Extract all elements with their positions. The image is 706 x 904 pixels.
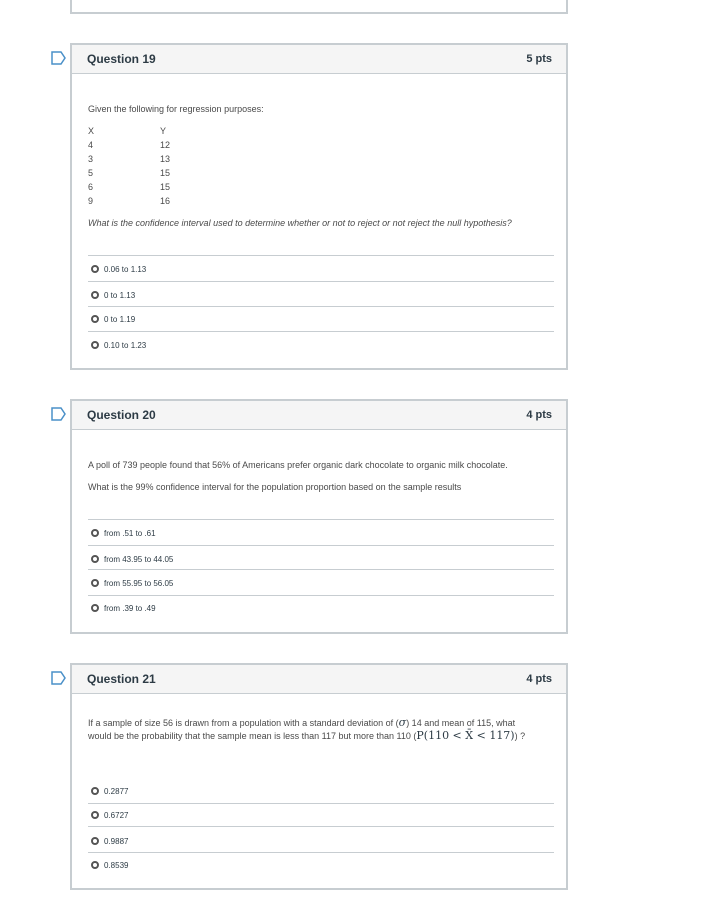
answer-option[interactable]	[88, 257, 554, 281]
text-segment: ) ?	[514, 731, 526, 741]
question-20	[70, 399, 568, 634]
divider	[88, 569, 554, 570]
radio-button[interactable]	[91, 555, 99, 563]
answer-label: 0.6727	[104, 810, 129, 820]
radio-button[interactable]	[91, 315, 99, 323]
answer-option[interactable]	[88, 547, 554, 571]
radio-button[interactable]	[91, 787, 99, 795]
table-cell-y: 12	[160, 140, 171, 150]
table-cell-x: 5	[88, 168, 94, 178]
answer-option[interactable]	[88, 283, 554, 307]
question-title: Question 20	[87, 408, 156, 422]
radio-button[interactable]	[91, 291, 99, 299]
question-points: 5 pts	[526, 53, 552, 65]
question-text-line-1	[88, 716, 515, 729]
sigma-symbol: σ	[398, 716, 407, 729]
answer-label: 0.9887	[104, 836, 129, 846]
answer-option[interactable]	[88, 333, 554, 357]
question-points: 4 pts	[526, 673, 552, 685]
answer-option[interactable]	[88, 596, 554, 620]
radio-button[interactable]	[91, 837, 99, 845]
answer-label: 0.8539	[104, 860, 129, 870]
answer-label: from .39 to .49	[104, 603, 156, 613]
answer-option[interactable]	[88, 521, 554, 545]
question-prompt: What is the confidence interval used to determine whether or not to reject or not reject the null hypothesis?	[88, 218, 512, 228]
table-cell-y: 16	[160, 196, 171, 206]
table-cell-y: 15	[160, 182, 171, 192]
answer-option[interactable]	[88, 853, 554, 877]
flag-question-icon[interactable]	[51, 671, 67, 685]
text-segment: would be the probability that the sample mean is less than 117 but more than 110 (	[88, 731, 417, 741]
table-cell-y: 15	[160, 168, 171, 178]
radio-button[interactable]	[91, 579, 99, 587]
radio-button[interactable]	[91, 529, 99, 537]
question-header	[72, 45, 566, 74]
question-text-line-2	[88, 729, 525, 742]
answer-option[interactable]	[88, 571, 554, 595]
table-cell-x: 4	[88, 140, 94, 150]
table-header-y: Y	[160, 126, 167, 136]
divider	[88, 519, 554, 520]
table-cell-y: 13	[160, 154, 171, 164]
question-header	[72, 665, 566, 694]
table-cell-x: 6	[88, 182, 94, 192]
question-prompt: What is the 99% confidence interval for the population proportion based on the sample results	[88, 482, 462, 492]
answer-label: 0 to 1.13	[104, 290, 136, 300]
answer-label: from 43.95 to 44.05	[104, 554, 174, 564]
table-cell-x: 9	[88, 196, 94, 206]
text-segment: ) 14 and mean of 115, what	[406, 718, 516, 728]
divider	[88, 826, 554, 827]
answer-label: from 55.95 to 56.05	[104, 578, 174, 588]
question-text: A poll of 739 people found that 56% of Americans prefer organic dark chocolate to organic milk chocolate.	[88, 460, 508, 470]
answer-option[interactable]	[88, 829, 554, 853]
table-cell-x: 3	[88, 154, 94, 164]
answer-option[interactable]	[88, 803, 554, 827]
answer-label: from .51 to .61	[104, 528, 156, 538]
answer-label: 0 to 1.19	[104, 314, 136, 324]
answer-label: 0.06 to 1.13	[104, 264, 147, 274]
answer-option[interactable]	[88, 779, 554, 803]
radio-button[interactable]	[91, 861, 99, 869]
divider	[88, 545, 554, 546]
question-title: Question 21	[87, 672, 156, 686]
text-segment: If a sample of size 56 is drawn from a population with a standard deviation of (	[88, 718, 399, 728]
radio-button[interactable]	[91, 604, 99, 612]
question-points: 4 pts	[526, 409, 552, 421]
answer-label: 0.10 to 1.23	[104, 340, 147, 350]
flag-question-icon[interactable]	[51, 51, 67, 65]
radio-button[interactable]	[91, 341, 99, 349]
math-expression: P(110 < X̄ < 117)	[416, 729, 515, 742]
divider	[88, 331, 554, 332]
question-19	[70, 43, 568, 370]
radio-button[interactable]	[91, 811, 99, 819]
question-header	[72, 401, 566, 430]
question-title: Question 19	[87, 52, 156, 66]
question-intro: Given the following for regression purposes:	[88, 104, 264, 114]
answer-option[interactable]	[88, 307, 554, 331]
table-header-x: X	[88, 126, 95, 136]
divider	[88, 255, 554, 256]
flag-question-icon[interactable]	[51, 407, 67, 421]
previous-question-box	[70, 0, 568, 14]
question-21	[70, 663, 568, 890]
answer-label: 0.2877	[104, 786, 129, 796]
divider	[88, 281, 554, 282]
radio-button[interactable]	[91, 265, 99, 273]
